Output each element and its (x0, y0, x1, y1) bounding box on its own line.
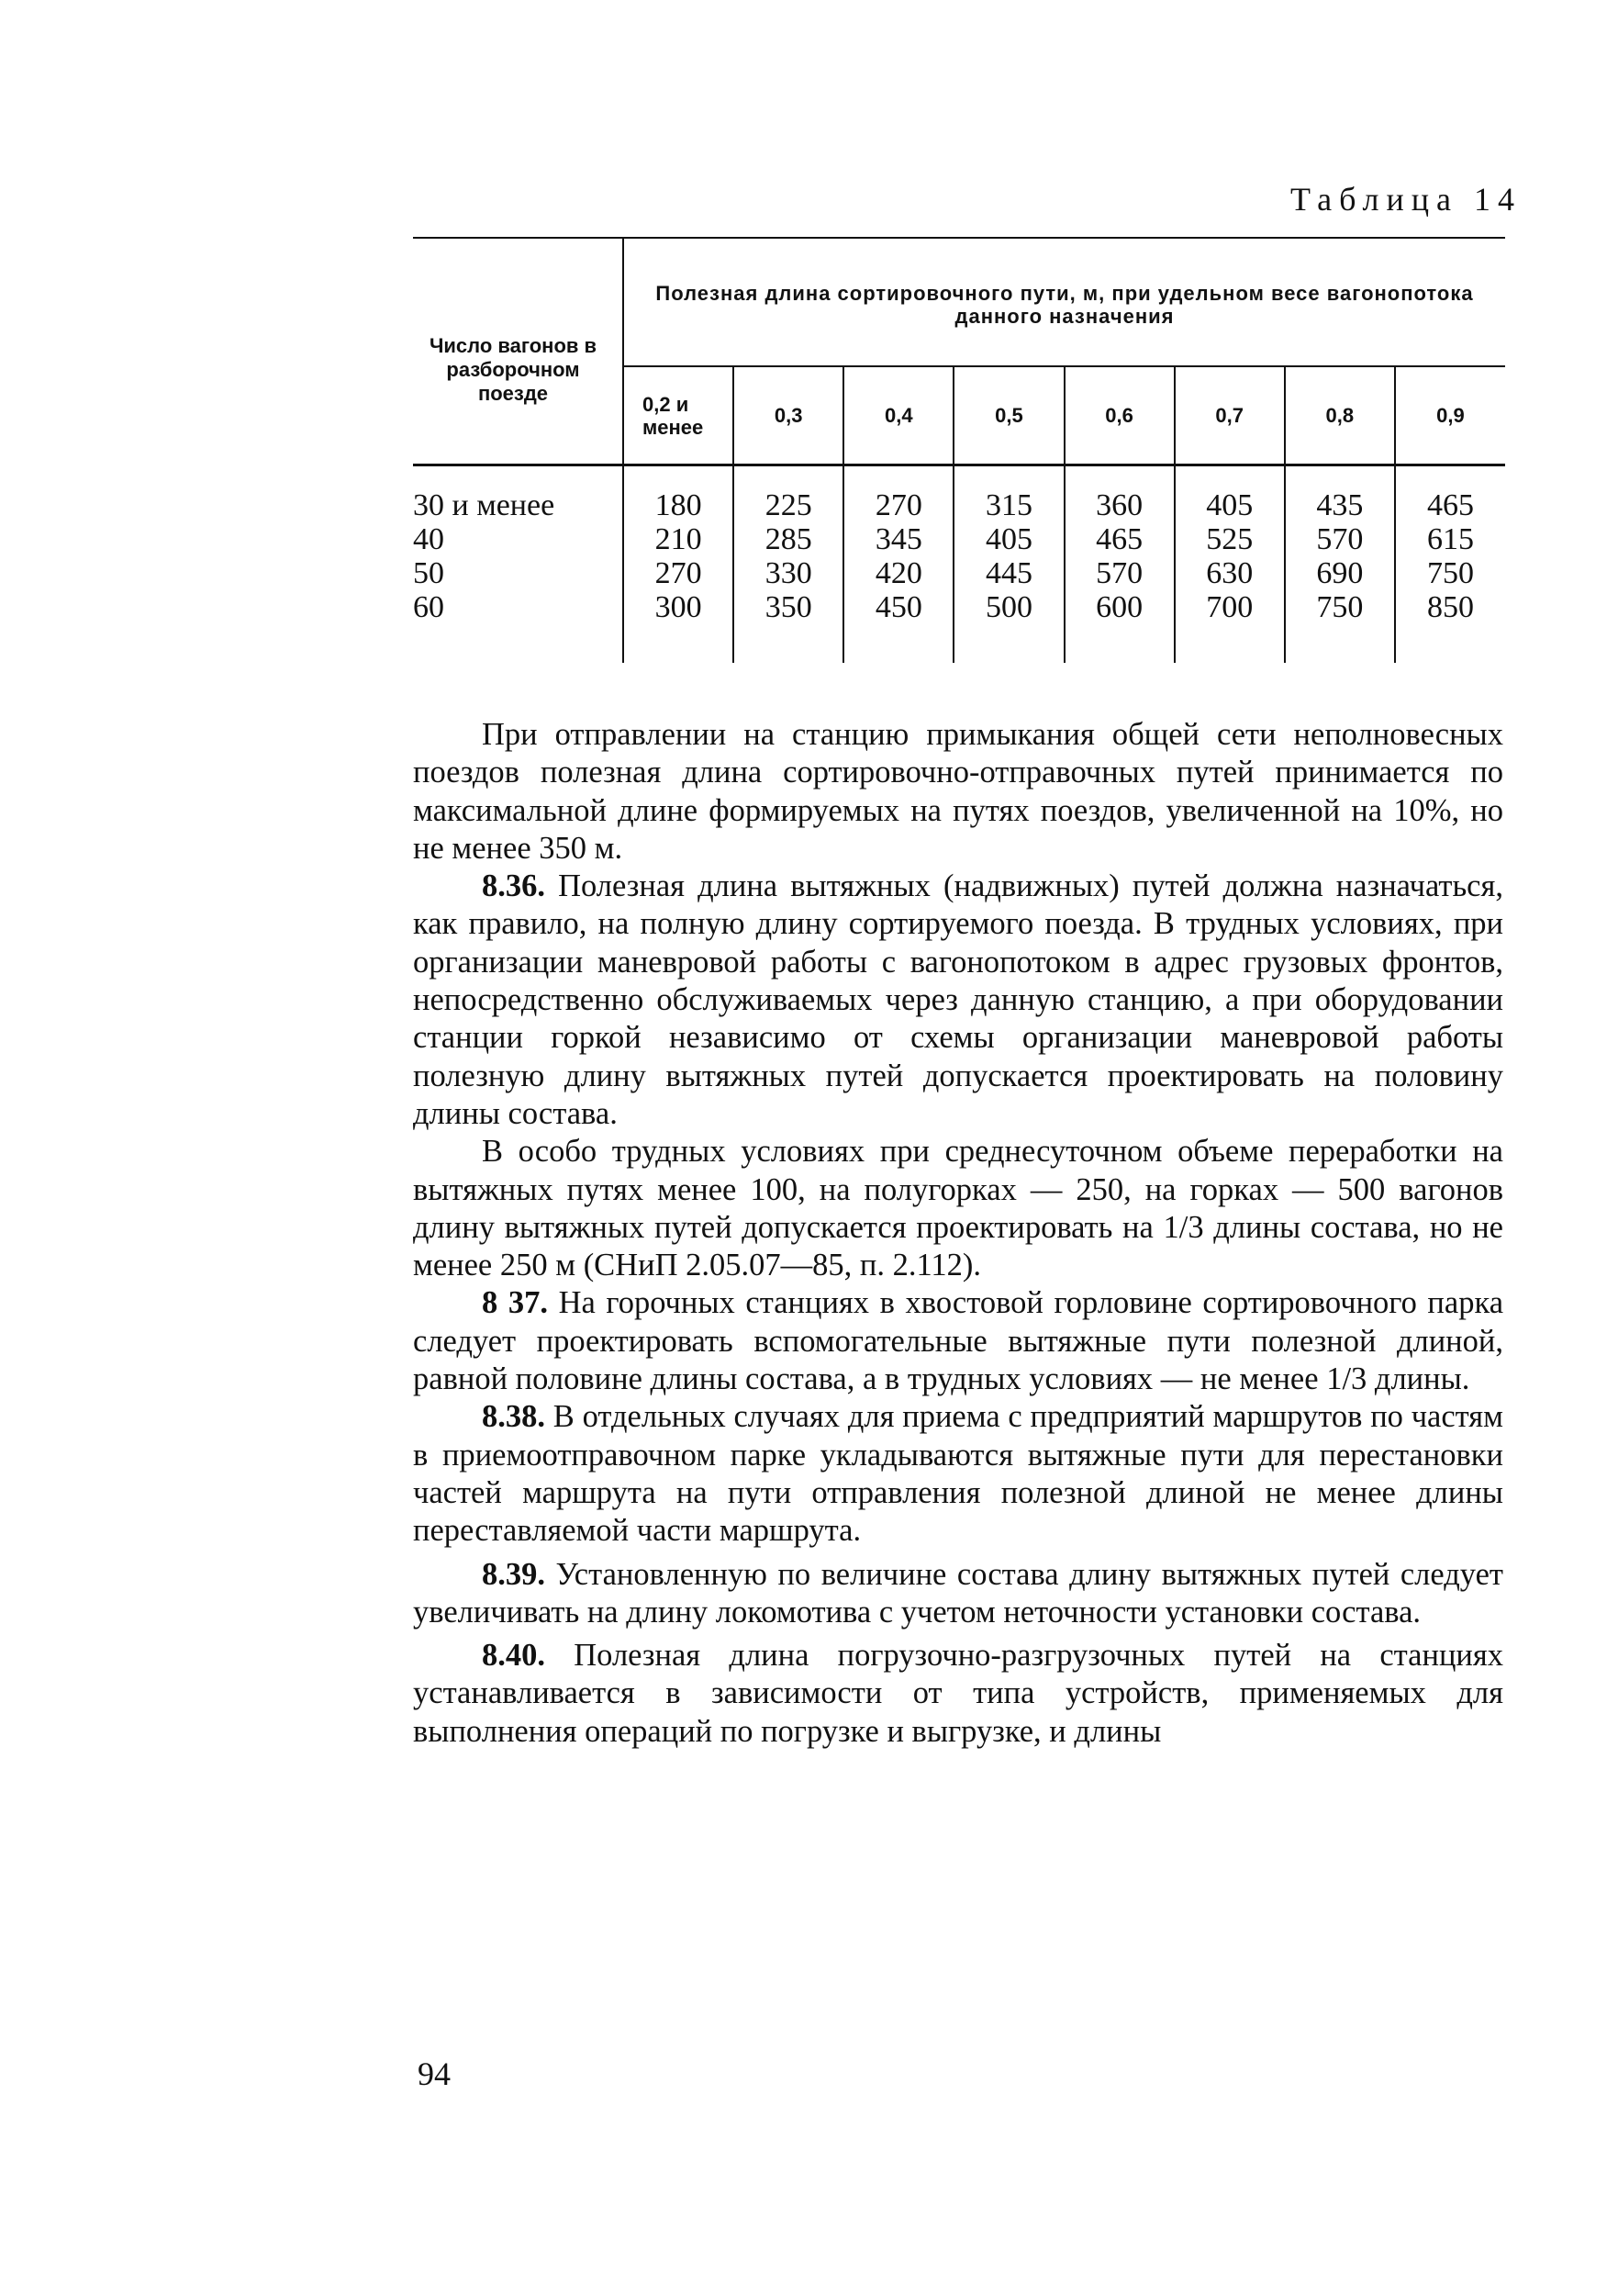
table-cell: 445 (954, 556, 1064, 590)
paragraph-text: На горочных станциях в хвостовой горловине сортировочного парка следует проектировать вспомогательные вытяжные пути полезной длиной, равной половине длины состава, а в трудных условиях — не менее (413, 1285, 1504, 1397)
table-row (413, 590, 1505, 663)
table-cell: 500 (954, 590, 1064, 663)
table-cell: 850 (1426, 590, 1474, 624)
row-header: Число вагонов в разборочном поезде (413, 238, 623, 465)
clause-number: 8.38. (482, 1399, 545, 1435)
paragraph (413, 1398, 1503, 1550)
table-cell: 465 (1065, 522, 1175, 556)
paragraph (413, 1637, 1503, 1751)
paragraph-text: В отдельных случаях для приема с предприятий маршрутов по частям в приемоотправочном парке укладываются вытяжные пути для перестановки частей маршрута на пути отправления полезной длиной не менее длины переставляемой части маршрута. (413, 1399, 1503, 1549)
paragraph (413, 1133, 1503, 1284)
column-header: 0,6 (1065, 366, 1175, 465)
table-row (413, 465, 1505, 523)
table-cell: 360 (1065, 465, 1175, 523)
table-cell: 180 (623, 465, 733, 523)
table-cell: 285 (733, 522, 843, 556)
table-cell: 600 (1065, 590, 1175, 663)
row-label: 60 (413, 590, 623, 663)
table-cell: 300 (623, 590, 733, 663)
table-caption: Таблица 14 (1290, 181, 1522, 218)
table-cell: 405 (1175, 465, 1285, 523)
column-header: 0,3 (733, 366, 843, 465)
paragraph-text: Установленную по величине состава длину вытяжных путей следует увеличивать на длину локомотива с учетом неточности установки состава. (413, 1556, 1503, 1630)
paragraph-text: В особо трудных условиях при среднесуточном объеме переработки на вытяжных путях менее 100, на полугорках — 250, на горках — 500 вагонов длину вытяжных путей допускается проектировать на (413, 1134, 1503, 1245)
table-cell: 570 (1285, 522, 1395, 556)
fraction: 1/3 (1326, 1361, 1367, 1397)
paragraph-text: Полезная длина вытяжных (надвижных) путей должна назначаться, как правило, на полную длину сортируемого поезда. В трудных условиях, при организации маневровой работы с вагонопотоком в адрес грузовых фронтов, непосредственно обслуживаемых через данную станцию, а при оборудовании станции горкой независимо от схемы организации маневровой работы полезную длину вытяжных путей допускается проектировать на половину длины состава. (413, 868, 1503, 1131)
row-label: 30 и менее (413, 465, 623, 523)
table-cell: 420 (843, 556, 954, 590)
table-cell: 465 (1426, 488, 1474, 522)
table-row (413, 556, 1505, 590)
table-cell: 350 (733, 590, 843, 663)
paragraph (413, 868, 1503, 1133)
table-cell: 525 (1175, 522, 1285, 556)
column-header: 0,9 (1395, 366, 1505, 465)
table-cell: 330 (733, 556, 843, 590)
page-number: 94 (418, 2055, 451, 2092)
group-header: Полезная длина сортировочного пути, м, при удельном весе вагонопотока данного назначения (623, 238, 1505, 366)
paragraph: При отправлении на станцию примыкания общей сети неполновесных поездов полезная длина сортировочно-отправочных путей принимается по максимальной длине формируемых на путях поездов, увеличенной на 10%, но не менее 350 м. (413, 717, 1503, 866)
row-label: 50 (413, 556, 623, 590)
paragraph-text: длины состава, но не менее 250 м (СНиП 2.05.07—85, п. 2.112). (413, 1209, 1503, 1283)
column-header: 0,2 и менее (623, 366, 733, 465)
table-row (413, 522, 1505, 556)
column-header: 0,5 (954, 366, 1064, 465)
clause-number: 8.39. (482, 1556, 545, 1592)
column-header: 0,7 (1175, 366, 1285, 465)
table-cell: 345 (843, 522, 954, 556)
table-cell: 615 (1426, 522, 1474, 556)
paragraph (413, 1556, 1503, 1632)
table-cell: 450 (843, 590, 954, 663)
table-cell: 570 (1065, 556, 1175, 590)
paragraph (413, 1284, 1503, 1398)
row-label: 40 (413, 522, 623, 556)
fraction: 1/3 (1163, 1209, 1204, 1245)
data-table (413, 237, 1505, 663)
table-cell: 225 (733, 465, 843, 523)
table-cell: 315 (954, 465, 1064, 523)
table-cell: 270 (623, 556, 733, 590)
clause-number: 8.40. (482, 1638, 545, 1674)
body-text (413, 716, 1503, 1751)
table-cell: 750 (1426, 556, 1474, 590)
table-cell: 210 (623, 522, 733, 556)
column-header: 0,8 (1285, 366, 1395, 465)
paragraph-text: длины. (1367, 1361, 1470, 1397)
paragraph-text: Полезная длина погрузочно-разгрузочных путей на станциях устанавливается в зависимости от типа устройств, применяемых для выполнения операций по погрузке и выгрузке, и длины (413, 1638, 1503, 1749)
table-cell: 270 (843, 465, 954, 523)
table-cell: 435 (1285, 465, 1395, 523)
column-header: 0,4 (843, 366, 954, 465)
table-cell: 630 (1175, 556, 1285, 590)
table-cell: 690 (1285, 556, 1395, 590)
table-cell: 405 (954, 522, 1064, 556)
clause-number: 8 37. (482, 1285, 548, 1321)
clause-number: 8.36. (482, 868, 545, 904)
table-cell: 750 (1285, 590, 1395, 663)
table-cell: 700 (1175, 590, 1285, 663)
